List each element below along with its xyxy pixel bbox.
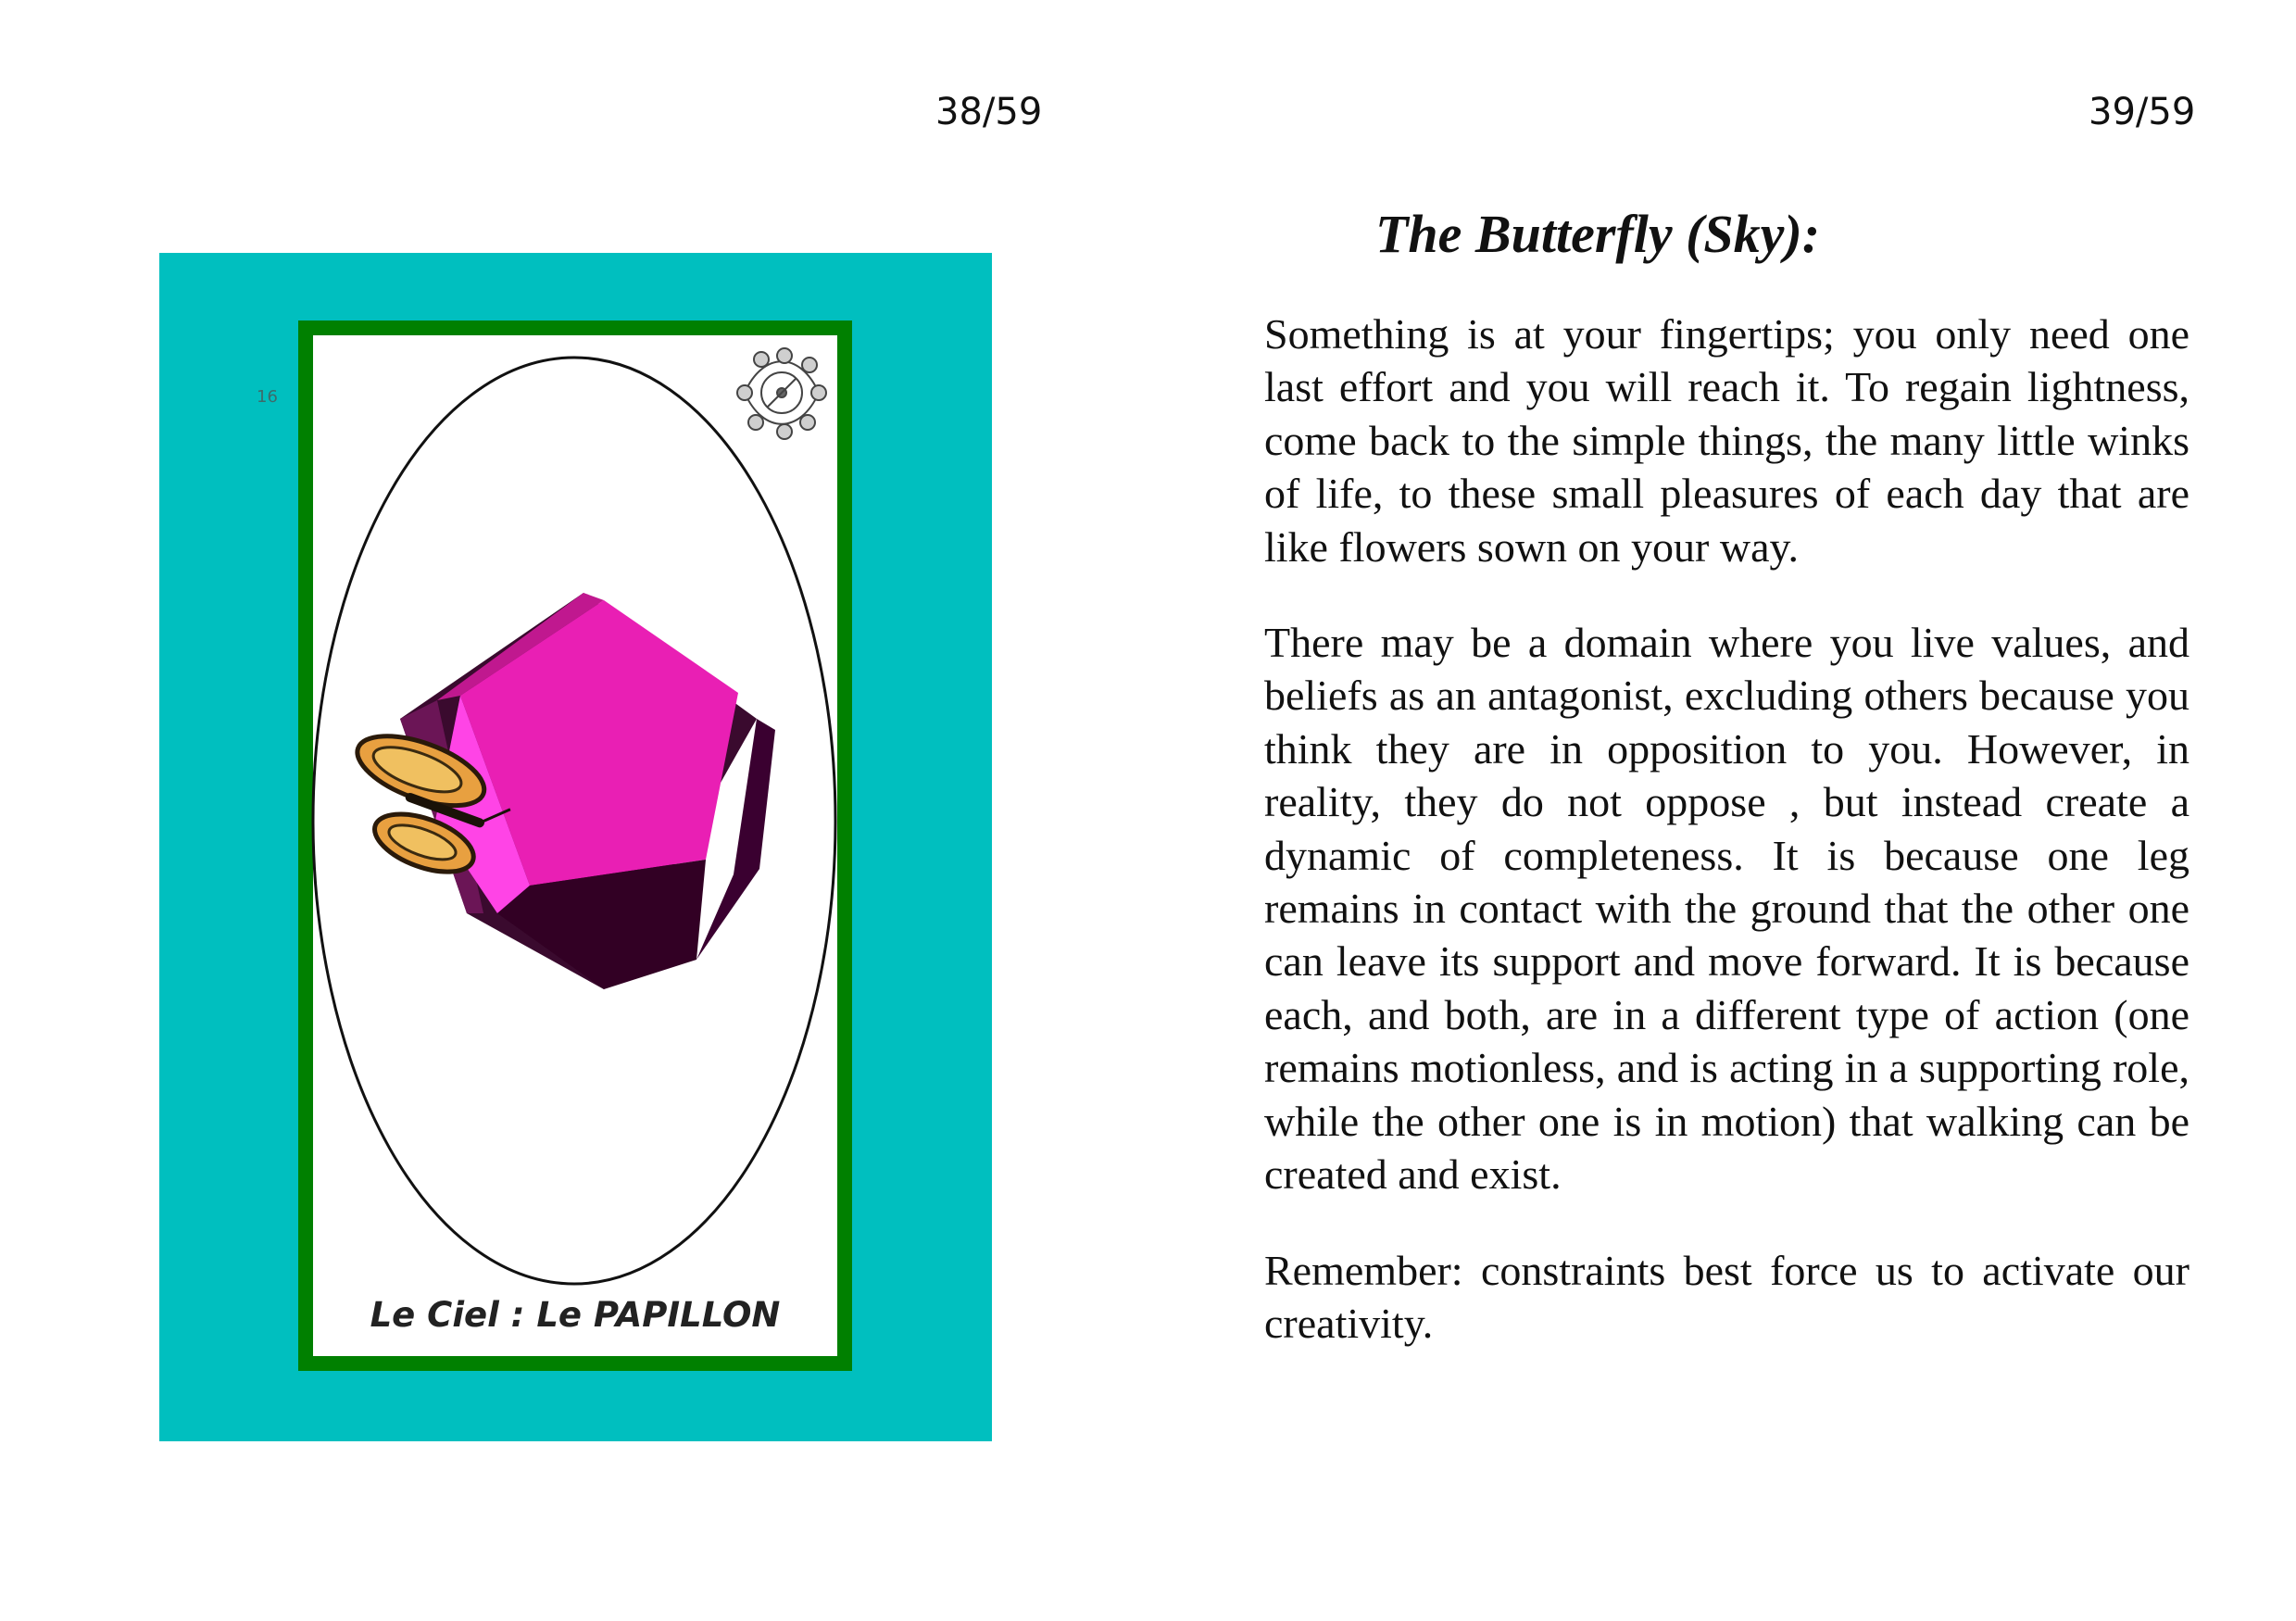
card-number: 16 (257, 387, 278, 407)
paragraph-1: Something is at your fingertips; you only need one last effort and you will reach it. To regain lightness, come back to the simple things, the many little winks of life, to these small pleasures of each day that are like flowers sown on your way. (1264, 310, 2189, 571)
page-number-left: 38/59 (935, 91, 1043, 133)
text-column (1264, 199, 2189, 1392)
paragraph-2: There may be a domain where you live values, and beliefs as an antagonist, excluding others because you think they are in opposition to you. However, in reality, they do not oppose , but instead create a dynamic of completeness. It is because one leg remains in contact with the ground that the other one can leave its support and move forward. It is because each, and both, are in a different type of action (one remains motionless, and is acting in a supporting role, while the other one is in motion) that walking can be created and exist. (1264, 619, 2189, 1199)
card-caption: Le Ciel : Le PAPILLON (370, 1295, 781, 1335)
page-number-right: 39/59 (2089, 91, 2196, 133)
paragraph-3: Remember: constraints best force us to activate our creativity. (1264, 1246, 2189, 1347)
planet-symbol-icon (737, 348, 826, 439)
card-illustration (298, 320, 852, 1371)
section-title: The Butterfly (Sky): (1375, 204, 1821, 264)
